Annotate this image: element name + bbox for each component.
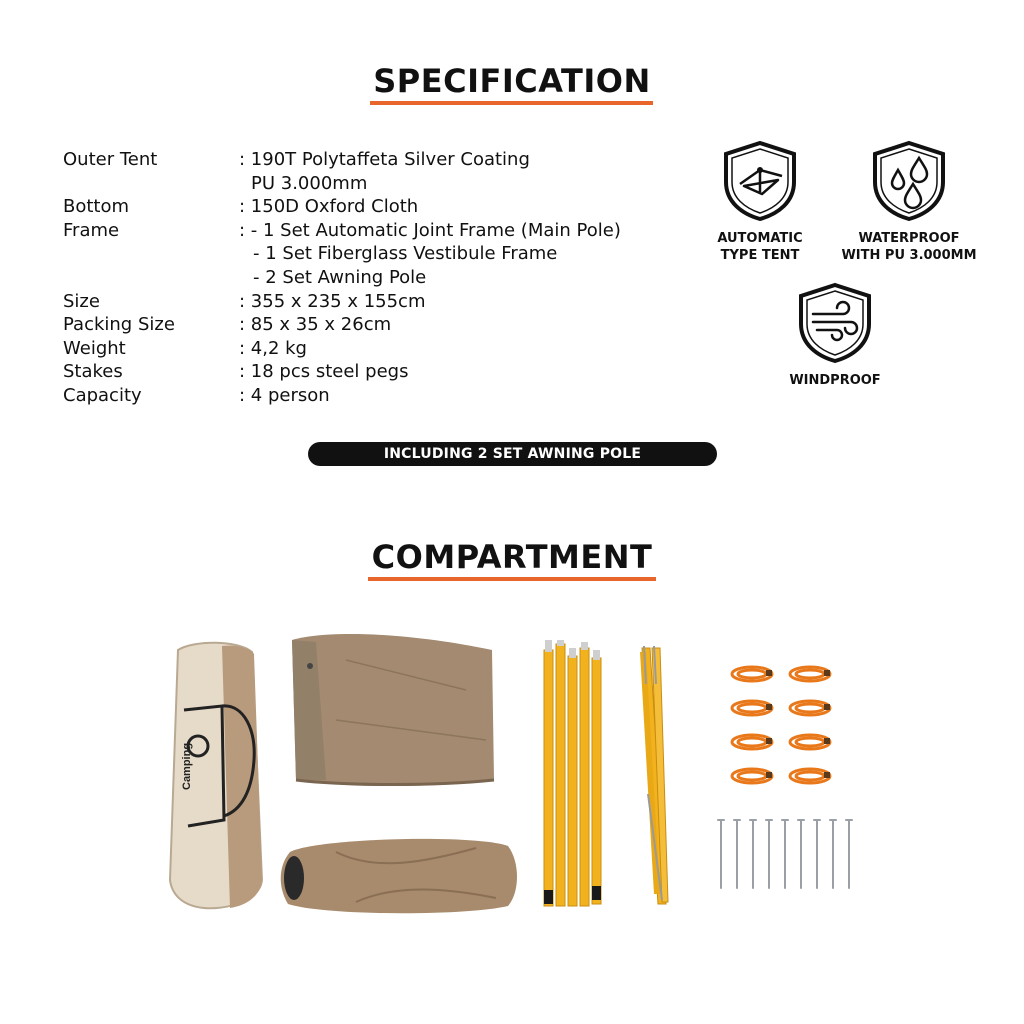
awning-poles-image bbox=[538, 640, 608, 910]
spec-label: Weight bbox=[63, 337, 126, 359]
spec-value: : 85 x 35 x 26cm bbox=[239, 314, 392, 336]
spec-row-size bbox=[63, 290, 703, 314]
spec-row-stakes bbox=[63, 360, 703, 384]
compartment-title: COMPARTMENT bbox=[371, 538, 653, 576]
spec-value: : 355 x 235 x 155cm bbox=[239, 290, 426, 312]
compartment-underline bbox=[368, 577, 656, 581]
flysheet-image bbox=[286, 630, 502, 790]
automatic-tent-frame-icon bbox=[722, 140, 798, 222]
awning-pole-banner: INCLUDING 2 SET AWNING POLE bbox=[308, 442, 717, 466]
bag-logo-text: Camping bbox=[181, 742, 193, 790]
spec-value: : 190T Polytaffeta Silver Coating PU 3.000mm bbox=[239, 149, 530, 194]
carry-bag-image bbox=[164, 640, 268, 912]
spec-row-capacity bbox=[63, 384, 703, 408]
spec-label: Size bbox=[63, 290, 100, 312]
inner-tent-bag-image bbox=[276, 832, 522, 916]
feature-windproof: WINDPROOF bbox=[775, 282, 895, 389]
spec-value: : 150D Oxford Cloth bbox=[239, 196, 419, 218]
water-drops-icon bbox=[871, 140, 947, 222]
spec-label: Capacity bbox=[63, 384, 142, 406]
feature-automatic: AUTOMATIC TYPE TENT bbox=[700, 140, 820, 264]
spec-label: Bottom bbox=[63, 196, 130, 218]
specification-underline bbox=[370, 101, 653, 105]
spec-row-bottom bbox=[63, 195, 703, 219]
fiberglass-frame-image bbox=[632, 644, 676, 908]
feature-waterproof: WATERPROOF WITH PU 3.000MM bbox=[834, 140, 984, 264]
spec-value: : 18 pcs steel pegs bbox=[239, 361, 409, 383]
guy-ropes-image bbox=[726, 660, 842, 792]
spec-row-packing-size bbox=[63, 313, 703, 337]
spec-value: : 4,2 kg bbox=[239, 337, 307, 359]
wind-icon bbox=[797, 282, 873, 364]
specification-title: SPECIFICATION bbox=[373, 62, 651, 100]
spec-table bbox=[63, 148, 703, 408]
spec-label: Outer Tent bbox=[63, 149, 158, 170]
spec-row-frame bbox=[63, 219, 703, 290]
spec-label: Packing Size bbox=[63, 314, 175, 336]
spec-row-weight bbox=[63, 337, 703, 361]
spec-label: Stakes bbox=[63, 361, 123, 383]
spec-value: : 4 person bbox=[239, 384, 330, 406]
steel-pegs-image bbox=[712, 816, 862, 892]
spec-label: Frame bbox=[63, 219, 120, 241]
spec-row-outer-tent bbox=[63, 148, 703, 195]
spec-value: : - 1 Set Automatic Joint Frame (Main Pole) - 1 Set Fiberglass Vestibule Frame - 2 Set Awning Pole bbox=[239, 219, 621, 288]
